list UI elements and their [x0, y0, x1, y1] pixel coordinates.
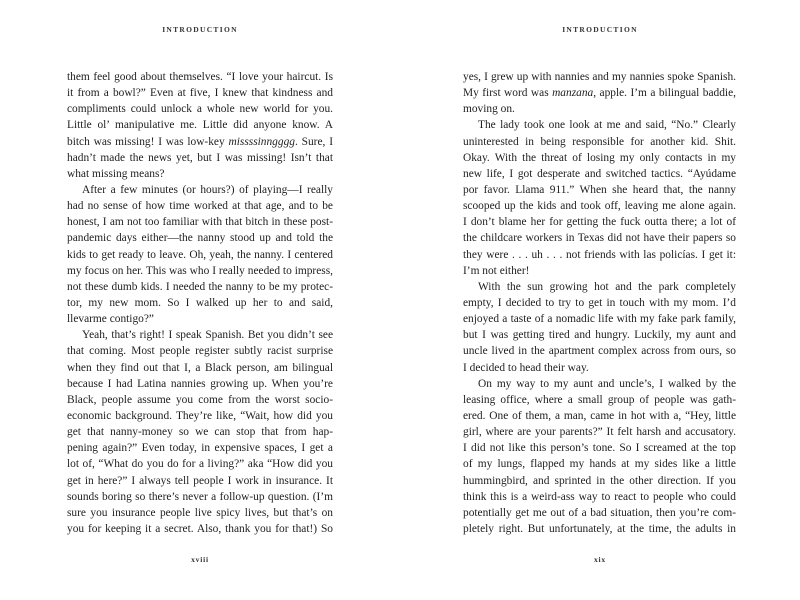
line-text: compliments could unlock a whole new world for you.: [67, 103, 333, 116]
text-line: [67, 279, 333, 295]
line-text: scooped up the kids and took off, leaving me alone again.: [463, 200, 736, 213]
line-text: hadn’t made the news yet, but I was missing! Isn’t that: [67, 151, 333, 164]
text-line: [463, 295, 736, 311]
text-line: [463, 134, 736, 150]
line-text: , apple. I’m a bilingual baddie,: [593, 87, 736, 100]
text-line: [463, 408, 736, 424]
line-text: I’m not either!: [463, 264, 530, 277]
text-line: [463, 473, 736, 489]
text-line: [463, 521, 736, 537]
running-head: INTRODUCTION: [162, 25, 238, 34]
line-text: get that nanny-money so we can stop that from hap-: [67, 426, 333, 439]
italic-text: manzana: [552, 87, 594, 100]
text-line: [67, 182, 333, 198]
line-text: empty, I decided to try to get in touch with my mom. I’d: [463, 296, 736, 309]
line-text: honest, I am not too familiar with that bitch in these post-: [67, 216, 333, 229]
line-text: it from a bowl?” Even at five, I knew that kindness and: [67, 87, 333, 100]
text-line: [67, 376, 333, 392]
text-line: [463, 263, 736, 279]
text-line: [67, 166, 333, 182]
text-line: [67, 134, 333, 150]
line-text: pening again?” Even today, in expensive spaces, I get a: [67, 442, 333, 455]
line-text: enjoyed a taste of a nomadic life with my fake park family,: [463, 313, 736, 326]
line-text: por favor. Llama 911.” When she heard that, the nanny: [463, 183, 736, 196]
text-line: [67, 392, 333, 408]
line-text: potentially get me out of a bad situation, then you’re com-: [463, 506, 736, 519]
line-text: new life, I got desperate and switched tactics. “Ayúdame: [463, 167, 736, 180]
text-line: [67, 85, 333, 101]
text-line: [67, 456, 333, 472]
line-text: sure you insurance people live spicy lives, but that’s on: [67, 506, 333, 519]
line-text: hummingbird, and sprinted in the other direction. If you: [463, 474, 736, 487]
line-text: Little ol’ manipulative me. Little did anyone know. A: [67, 119, 333, 132]
line-text: Black, people assume you come from the worst socio-: [67, 393, 333, 406]
line-text: . Sure, I: [294, 135, 333, 148]
text-line: [463, 117, 736, 133]
line-text: had no sense of how time worked at that age, and to be: [67, 200, 333, 213]
text-line: [463, 505, 736, 521]
line-text: llevarme contigo?”: [67, 313, 154, 326]
line-text: yes, I grew up with nannies and my nannies spoke Spanish.: [463, 71, 736, 83]
line-text: but I was getting tired and hungry. Luckily, my aunt and: [463, 329, 736, 342]
body-text: [463, 69, 736, 537]
line-text: bitch was missing! I was low-key: [67, 135, 229, 148]
line-text: what missing means?: [67, 167, 165, 180]
text-line: [67, 343, 333, 359]
text-line: [463, 182, 736, 198]
line-text: uncle lived in the apartment complex across from ours, so: [463, 345, 736, 358]
text-line: [67, 117, 333, 133]
text-line: [463, 456, 736, 472]
text-line: [67, 424, 333, 440]
text-line: [463, 376, 736, 392]
text-line: [463, 489, 736, 505]
text-line: [463, 311, 736, 327]
running-head: INTRODUCTION: [562, 25, 638, 34]
text-line: [463, 230, 736, 246]
line-text: On my way to my aunt and uncle’s, I walked by the: [478, 377, 736, 390]
text-line: [67, 69, 333, 85]
line-text: the childcare workers in Texas did not have their papers so: [463, 232, 736, 245]
line-text: My first word was: [463, 87, 553, 100]
line-text: economic background. They’re like, “Wait, how did you: [67, 409, 333, 422]
line-text: not these dumb kids. I needed the nanny to be my protec-: [67, 280, 333, 293]
line-text: After a few minutes (or hours?) of playing—I really: [82, 183, 333, 196]
text-line: [67, 295, 333, 311]
text-line: [463, 247, 736, 263]
text-line: [463, 360, 736, 376]
line-text: of my lungs, flapped my hands at my sides like a little: [463, 458, 736, 471]
italic-text: missssinngggg: [228, 135, 295, 148]
text-line: [67, 408, 333, 424]
body-text: [67, 69, 333, 537]
text-line: [67, 101, 333, 117]
line-text: With the sun growing hot and the park completely: [478, 280, 736, 293]
line-text: Yeah, that’s right! I speak Spanish. Bet you didn’t see: [82, 329, 333, 342]
line-text: leasing office, where a small group of people was gath-: [463, 393, 736, 406]
line-text: kids to get ready to leave. Oh, yeah, the nanny. I centered: [67, 248, 333, 261]
text-line: [463, 214, 736, 230]
line-text: moving on.: [463, 103, 515, 116]
text-line: [463, 440, 736, 456]
text-line: [463, 343, 736, 359]
line-text: girl, where are your parents?” It felt harsh and accusatory.: [463, 426, 736, 439]
text-line: [67, 247, 333, 263]
line-text: pandemic days either—the nanny stood up and told the: [67, 232, 333, 245]
text-line: [463, 279, 736, 295]
text-line: [67, 327, 333, 343]
line-text: sounds boring so there’s never a follow-up question. (I’m: [67, 490, 333, 503]
text-line: [463, 150, 736, 166]
line-text: uninterested in being responsible for another kid. Shit.: [463, 135, 736, 148]
text-line: [463, 166, 736, 182]
line-text: lot of, “What do you do for a living?” aka “How did you: [67, 458, 333, 471]
page-number: xviii: [191, 555, 209, 564]
line-text: you for keeping it a secret. Also, thank you for that!) So: [67, 522, 333, 535]
line-text: my focus on her. This was who I really needed to impress,: [67, 264, 333, 277]
line-text: The lady took one look at me and said, “No.” Clearly: [478, 119, 736, 132]
right-page: [400, 0, 800, 600]
line-text: I did not like this person’s tone. So I screamed at the top: [463, 442, 736, 455]
text-line: [67, 521, 333, 537]
text-line: [67, 473, 333, 489]
text-line: [67, 263, 333, 279]
text-line: [67, 150, 333, 166]
line-text: tor, my new mom. So I walked up her to and said,: [67, 296, 333, 309]
line-text: Okay. With the threat of losing my only contacts in my: [463, 151, 736, 164]
text-line: [67, 214, 333, 230]
line-text: get in here?” I always tell people I work in insurance. It: [67, 474, 333, 487]
line-text: them feel good about themselves. “I love your haircut. Is: [67, 71, 333, 83]
line-text: pletely right. But unfortunately, at the time, the adults in: [463, 522, 736, 535]
text-line: [67, 440, 333, 456]
line-text: I decided to head their way.: [463, 361, 589, 374]
text-line: [67, 489, 333, 505]
line-text: they were . . . uh . . . not friends with las policías. I get it:: [463, 248, 736, 261]
line-text: I don’t blame her for getting the fuck outta there; a lot of: [463, 216, 736, 229]
line-text: because I had Latina nannies growing up. When you’re: [67, 377, 333, 390]
text-line: [463, 85, 736, 101]
line-text: that coming. Most people register subtly racist surprise: [67, 345, 333, 358]
line-text: ered. One of them, a man, came in hot with a, “Hey, little: [463, 409, 736, 422]
line-text: when they find out that I, a Black person, am bilingual: [67, 361, 333, 374]
text-line: [67, 230, 333, 246]
text-line: [67, 311, 333, 327]
page-number: xix: [594, 555, 606, 564]
line-text: think this is a weird-ass way to react to people who could: [463, 490, 736, 503]
text-line: [463, 392, 736, 408]
text-line: [463, 327, 736, 343]
text-line: [463, 101, 736, 117]
text-line: [463, 198, 736, 214]
text-line: [67, 198, 333, 214]
text-line: [67, 360, 333, 376]
text-line: [463, 424, 736, 440]
text-line: [463, 69, 736, 85]
text-line: [67, 505, 333, 521]
